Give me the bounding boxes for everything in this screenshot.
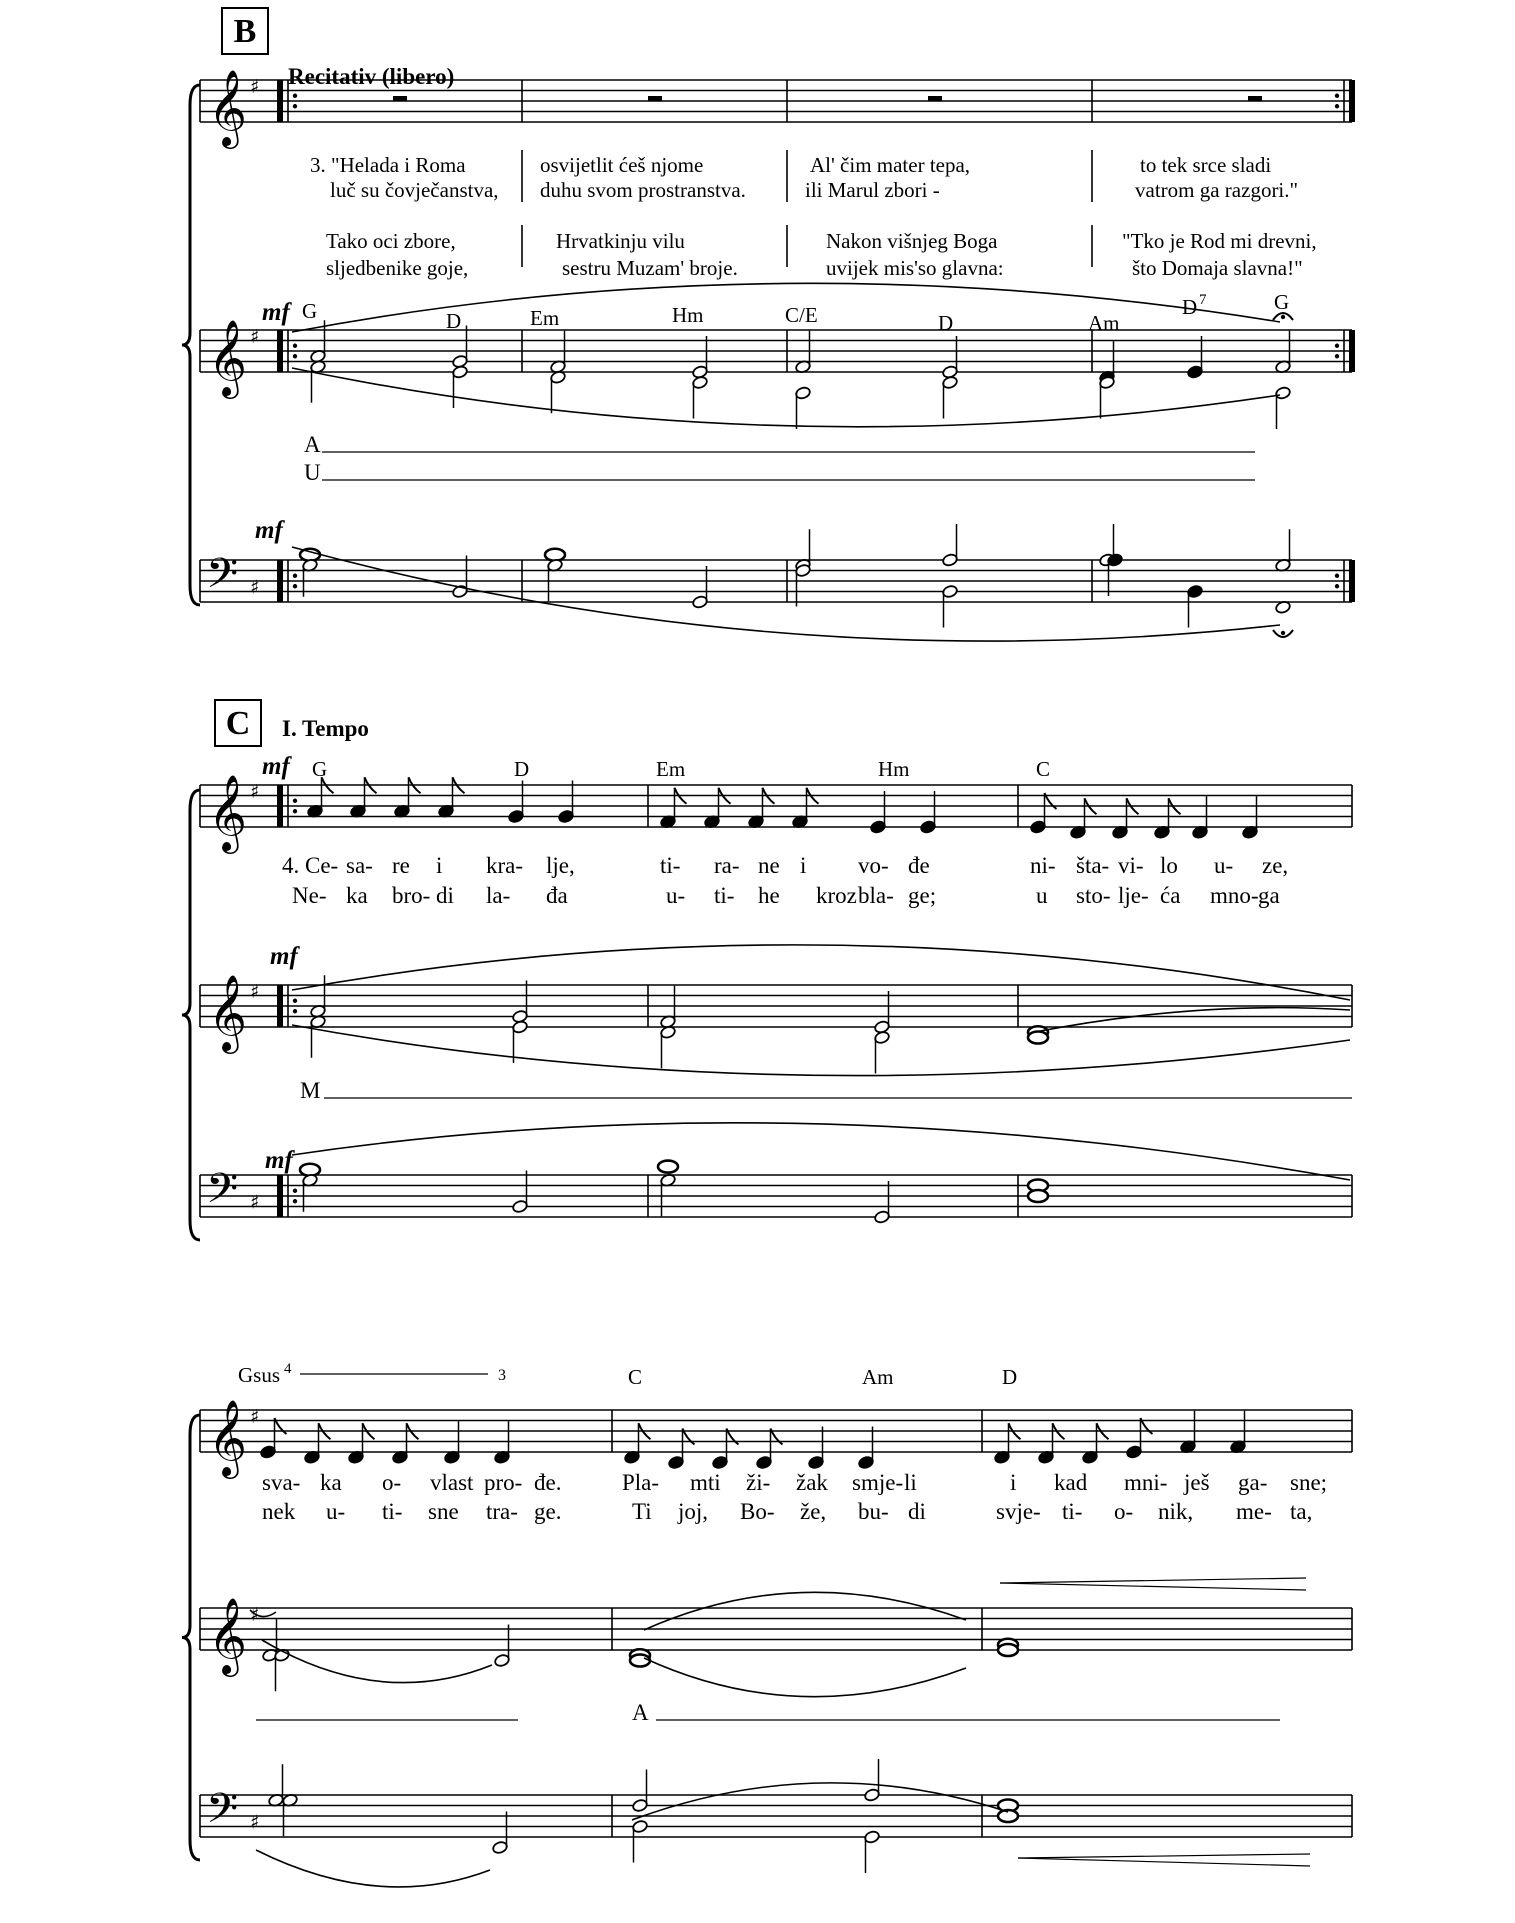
chord-symbol: D <box>514 757 530 781</box>
repeat-dot <box>293 584 297 588</box>
chord-symbol: G <box>302 299 318 323</box>
repeat-dot <box>293 94 297 98</box>
chord-symbol: C <box>1036 757 1051 781</box>
lyric-syllable: ge. <box>534 1499 562 1524</box>
lyric-syllable: ća <box>1160 883 1181 908</box>
lyric-syllable: tra- <box>486 1499 518 1524</box>
lyric-syllable: u- <box>326 1499 346 1524</box>
lyric-syllable: đe. <box>534 1470 562 1495</box>
verse-b-r2-c2: duhu svom prostranstva. <box>540 178 746 202</box>
lyric-syllable: nek <box>262 1499 296 1524</box>
phrase-slur <box>292 1025 1350 1076</box>
lyric-syllable: di <box>436 883 454 908</box>
repeat-dot <box>1335 574 1339 578</box>
rest-icon <box>928 96 942 101</box>
sharp-icon: ♯ <box>250 326 260 348</box>
chord-symbol: Em <box>656 757 686 781</box>
repeat-dot <box>293 1009 297 1013</box>
sharp-icon: ♯ <box>250 76 260 98</box>
lyric-syllable: bu- <box>858 1499 889 1524</box>
lyric-syllable: ni- <box>1030 853 1056 878</box>
repeat-dot <box>293 1189 297 1193</box>
lyric-syllable: že, <box>800 1499 827 1524</box>
lyric-syllable: lo <box>1160 853 1178 878</box>
lyric-syllable: i <box>800 853 807 878</box>
chord-symbol: Gsus <box>238 1363 281 1387</box>
chord-symbol: D <box>1182 295 1198 319</box>
chord-superscript: 4 <box>284 1361 292 1377</box>
lyric-syllable: he <box>758 883 780 908</box>
lyric-syllable: lje, <box>546 853 575 878</box>
lyric-syllable: me- <box>1236 1499 1272 1524</box>
sharp-icon: ♯ <box>250 781 260 803</box>
lyric-syllable: ti- <box>660 853 681 878</box>
lyric-syllable: ga <box>1258 883 1280 908</box>
phrase-slur <box>292 368 1280 427</box>
sharp-icon: ♯ <box>250 1811 260 1834</box>
phrase-slur <box>644 1658 966 1697</box>
chord-symbol: D <box>938 311 954 335</box>
lyric-syllable: Pla- <box>622 1470 660 1495</box>
verse-b-r2-c1: luč su čovječanstva, <box>330 178 499 202</box>
repeat-dot <box>293 799 297 803</box>
lyric-syllable: nik, <box>1158 1499 1194 1524</box>
verse-b-r1-c3: Al' čim mater tepa, <box>810 153 971 177</box>
fermata-dot <box>1281 631 1285 635</box>
verse-b-r4-c2: sestru Muzam' broje. <box>562 256 738 280</box>
bass-clef-icon: 𝄢 <box>206 1784 239 1843</box>
tuplet-number: 3 <box>498 1367 506 1384</box>
repeat-dot <box>1335 94 1339 98</box>
lyric-syllable: o- <box>382 1470 402 1495</box>
hairpin <box>1000 1583 1306 1590</box>
tie <box>1035 1008 1350 1032</box>
rehearsal-mark-c: C <box>225 705 251 742</box>
treble-clef-icon: 𝄞 <box>208 1597 248 1674</box>
bass-clef-icon: 𝄢 <box>206 1164 239 1223</box>
treble-clef-icon: 𝄞 <box>208 319 248 396</box>
verse-b-r3-c1: Tako oci zbore, <box>326 229 456 253</box>
whole-note <box>1028 1190 1048 1202</box>
whole-note <box>998 1644 1018 1656</box>
chord-symbol: Am <box>1088 311 1120 335</box>
lyric-syllable: bla- <box>858 883 894 908</box>
system-bracket <box>182 1415 200 1860</box>
verse-b-r3-c4: "Tko je Rod mi drevni, <box>1122 229 1317 253</box>
lyric-syllable: ta, <box>1290 1499 1313 1524</box>
lyric-syllable: kroz <box>816 883 857 908</box>
hairpin <box>1000 1578 1306 1583</box>
chord-symbol: Hm <box>672 303 704 327</box>
lyric-syllable: u- <box>666 883 686 908</box>
chord-symbol: Am <box>862 1365 894 1389</box>
rehearsal-mark-b: B <box>233 13 257 50</box>
repeat-dot <box>1335 344 1339 348</box>
lyrics-line-c2-1 <box>262 1470 1327 1495</box>
lyric-syllable: žak <box>796 1470 828 1495</box>
repeat-dot <box>293 104 297 108</box>
lyrics-line-c1 <box>282 853 1288 878</box>
lyric-syllable: di <box>908 1499 926 1524</box>
sharp-icon: ♯ <box>250 981 260 1003</box>
tempo-marking-b: Recitativ (libero) <box>288 64 455 89</box>
lyric-syllable: ti- <box>1062 1499 1083 1524</box>
phrase-slur <box>632 1783 1008 1820</box>
lyric-syllable: ti- <box>382 1499 403 1524</box>
phrase-slur <box>262 1640 492 1683</box>
bass-clef-icon: 𝄢 <box>206 549 239 608</box>
verse-b-r2-c4: vatrom ga razgori." <box>1135 178 1299 202</box>
dynamic-mf: mf <box>255 517 283 544</box>
repeat-dot <box>293 574 297 578</box>
repeat-dot <box>1335 584 1339 588</box>
verse-b-r2-c3: ili Marul zbori - <box>805 178 940 202</box>
verse-b-r4-c1: sljedbenike goje, <box>326 256 469 280</box>
phrase-slur <box>644 1592 966 1630</box>
lyric-syllable: mti <box>690 1470 721 1495</box>
phrase-slur <box>292 945 1350 1000</box>
vocal-syllable: A <box>632 1700 649 1725</box>
chord-symbol: C/E <box>785 303 818 327</box>
treble-clef-icon: 𝄞 <box>208 974 248 1051</box>
lyric-syllable: ka <box>346 883 368 908</box>
vocal-syllable: U <box>304 460 321 485</box>
repeat-dot <box>293 1199 297 1203</box>
repeat-dot <box>293 344 297 348</box>
lyric-syllable: vlast <box>430 1470 474 1495</box>
sharp-icon: ♯ <box>250 1191 260 1214</box>
verse-b-r1-c2: osvijetlit ćeš njome <box>540 153 704 177</box>
lyric-syllable: re <box>392 853 410 878</box>
verse-b-r3-c2: Hrvatkinju vilu <box>556 229 685 253</box>
chord-symbol: D <box>446 309 462 333</box>
repeat-dot <box>293 354 297 358</box>
lyric-syllable: u <box>1036 883 1048 908</box>
fermata-dot <box>1281 315 1285 319</box>
dynamic-mf: mf <box>262 753 290 780</box>
lyric-syllable: lje- <box>1118 883 1149 908</box>
hairpin <box>1018 1858 1310 1866</box>
staff-lines <box>182 69 1352 1860</box>
lyric-syllable: la- <box>486 883 511 908</box>
whole-note <box>1028 1032 1048 1044</box>
chord-symbol: Hm <box>878 757 910 781</box>
lyric-syllable: vi- <box>1118 853 1144 878</box>
phrase-slur <box>292 1123 1350 1180</box>
chord-symbol: C <box>628 1365 643 1389</box>
whole-note <box>300 1164 320 1176</box>
phrase-slur <box>292 547 1280 641</box>
lyric-syllable: ka <box>320 1470 342 1495</box>
lyric-syllable: ze, <box>1262 853 1289 878</box>
treble-clef-icon: 𝄞 <box>208 774 248 851</box>
verse-b-r3-c3: Nakon višnjeg Boga <box>826 229 998 253</box>
repeat-dot <box>1335 104 1339 108</box>
sharp-icon: ♯ <box>250 576 260 599</box>
lyrics-line-c2 <box>292 883 1280 908</box>
whole-note <box>630 1655 650 1667</box>
lyric-syllable: sne <box>428 1499 459 1524</box>
lyric-syllable: sa- <box>346 853 373 878</box>
lyric-syllable: sva- <box>262 1470 301 1495</box>
lyric-syllable: kad <box>1054 1470 1088 1495</box>
rest-icon <box>1248 96 1262 101</box>
lyric-syllable: i <box>436 853 443 878</box>
treble-clef-icon: 𝄞 <box>208 1399 248 1476</box>
lyric-syllable: o- <box>1114 1499 1134 1524</box>
verse-b-r1-c1: 3. "Helada i Roma <box>310 153 466 177</box>
lyric-syllable: u- <box>1214 853 1234 878</box>
lyric-syllable: bro- <box>392 883 431 908</box>
vocal-syllable: M <box>300 1078 321 1103</box>
lyric-syllable: ne <box>758 853 780 878</box>
chord-symbol: D <box>1002 1365 1018 1389</box>
lyric-syllable: li <box>904 1470 917 1495</box>
dynamic-mf: mf <box>270 943 298 970</box>
lyric-syllable: 4. Ce- <box>282 853 339 878</box>
rest-icon <box>393 96 407 101</box>
lyric-syllable: vo- <box>858 853 889 878</box>
system-bracket <box>182 85 200 605</box>
lyric-syllable: sne; <box>1290 1470 1328 1495</box>
lyric-syllable: ješ <box>1184 1470 1210 1495</box>
phrase-slur <box>256 1850 490 1887</box>
repeat-dot <box>293 999 297 1003</box>
lyric-syllable: ge; <box>908 883 937 908</box>
dynamic-mf: mf <box>262 299 290 326</box>
lyric-syllable: ži- <box>746 1470 771 1495</box>
treble-clef-icon: 𝄞 <box>208 69 248 146</box>
chord-symbol: Em <box>530 306 560 330</box>
lyric-syllable: smje- <box>852 1470 904 1495</box>
lyric-syllable: Bo- <box>740 1499 775 1524</box>
chord-symbol: G <box>312 757 328 781</box>
rest-icon <box>648 96 662 101</box>
lyric-syllable: đa <box>546 883 568 908</box>
verse-b-r4-c3: uvijek mis'so glavna: <box>826 256 1004 280</box>
lyric-syllable: ti- <box>714 883 735 908</box>
sharp-icon: ♯ <box>250 1604 260 1626</box>
repeat-dot <box>1335 354 1339 358</box>
hairpin <box>1018 1854 1310 1858</box>
lyric-syllable: šta- <box>1076 853 1110 878</box>
lyric-syllable: Ti <box>632 1499 652 1524</box>
whole-note <box>658 1161 678 1173</box>
chord-symbol: G <box>1274 290 1290 314</box>
lyrics-line-c2-2 <box>262 1499 1312 1524</box>
lyric-syllable: joj, <box>678 1499 709 1524</box>
lyric-syllable: mni- <box>1124 1470 1168 1495</box>
whole-note <box>545 549 565 561</box>
chord-superscript: 7 <box>1199 292 1207 308</box>
lyric-syllable: i <box>1010 1470 1017 1495</box>
repeat-dot <box>293 809 297 813</box>
lyric-syllable: Ne- <box>292 883 327 908</box>
tempo-marking-c: I. Tempo <box>282 716 369 741</box>
lyric-syllable: pro- <box>484 1470 523 1495</box>
dynamic-mf: mf <box>265 1147 293 1174</box>
lyric-syllable: sto- <box>1076 883 1111 908</box>
verse-b-r4-c4: što Domaja slavna!" <box>1132 256 1303 280</box>
lyric-syllable: mno- <box>1210 883 1259 908</box>
lyric-syllable: ra- <box>714 853 740 878</box>
system-bracket <box>182 790 200 1240</box>
verse-b-r1-c4: to tek srce sladi <box>1140 153 1272 177</box>
lyric-syllable: svje- <box>996 1499 1041 1524</box>
lyric-syllable: kra- <box>486 853 524 878</box>
lyric-syllable: đe <box>908 853 930 878</box>
lyric-syllable: ga- <box>1238 1470 1268 1495</box>
vocal-syllable: A <box>304 432 321 457</box>
sharp-icon: ♯ <box>250 1406 260 1428</box>
